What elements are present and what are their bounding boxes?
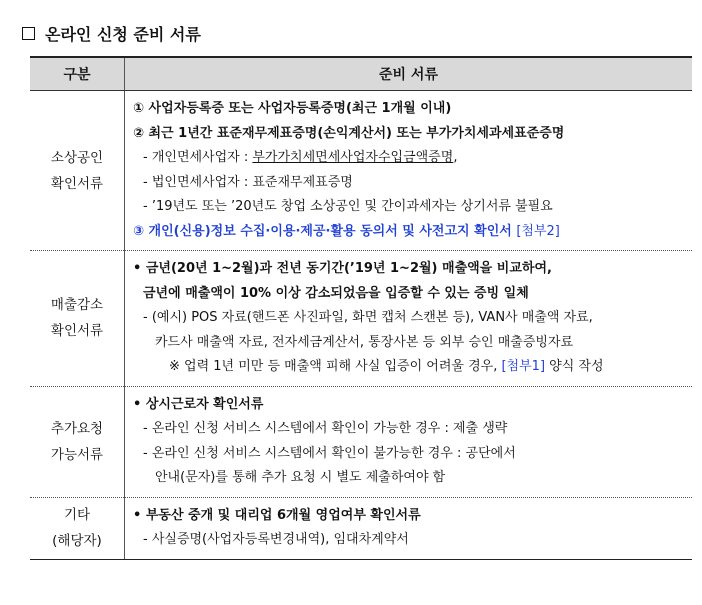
doc-line: - ’19년도 또는 ’20년도 창업 소상공인 및 간이과세자는 상기서류 불필요 bbox=[143, 199, 553, 214]
row-category bbox=[30, 386, 125, 497]
doc-line: 안내(문자)를 통해 추가 요청 시 별도 제출하여야 함 bbox=[155, 470, 446, 485]
doc-line: - 온라인 신청 서비스 시스템에서 확인이 가능한 경우 : 제출 생략 bbox=[143, 421, 508, 436]
doc-line: - 사실증명(사업자등록변경내역), 임대차계약서 bbox=[143, 532, 409, 547]
table-row bbox=[30, 91, 692, 251]
doc-text-consent: ③ 개인(신용)정보 수집·이용·제공·활용 동의서 및 사전고지 확인서 bbox=[133, 223, 517, 239]
category-line: 기타 bbox=[63, 507, 91, 523]
doc-text-underlined: 부가가치세면세사업자수입금액증명 bbox=[252, 150, 454, 165]
doc-text: - 개인면세사업자 : bbox=[143, 150, 253, 165]
doc-line: - (예시) POS 자료(핸드폰 사진파일, 화면 캡처 스캔본 등), VAN사 매출액 자료, bbox=[143, 310, 593, 325]
attachment-ref: [첨부1] bbox=[501, 359, 546, 374]
section-heading bbox=[22, 20, 201, 46]
category-line: 가능서류 bbox=[50, 446, 104, 463]
row-documents bbox=[125, 386, 693, 497]
table-row bbox=[30, 386, 692, 497]
header-category: 구분 bbox=[30, 57, 125, 91]
category-line: 추가요청 bbox=[50, 420, 104, 437]
doc-line: ① 사업자등록증 또는 사업자등록증명(최근 1개월 이내) bbox=[133, 101, 452, 116]
doc-line: - 온라인 신청 서비스 시스템에서 확인이 불가능한 경우 : 공단에서 bbox=[143, 445, 516, 461]
category-line: 확인서류 bbox=[50, 323, 104, 340]
checkbox-square-icon bbox=[22, 27, 35, 40]
row-documents bbox=[125, 497, 693, 559]
doc-line bbox=[133, 220, 692, 245]
section-title: 온라인 신청 준비 서류 bbox=[45, 24, 201, 44]
category-line: 확인서류 bbox=[50, 175, 104, 192]
doc-line: 카드사 매출액 자료, 전자세금계산서, 통장사본 등 외부 승인 매출증빙자료 bbox=[155, 334, 574, 350]
row-category bbox=[30, 91, 125, 251]
doc-text: ※ 업력 1년 미만 등 매출액 피해 사실 입증이 어려울 경우, bbox=[169, 359, 502, 374]
doc-line bbox=[133, 146, 692, 171]
doc-line: • 금년(20년 1~2월)과 전년 동기간(’19년 1~2월) 매출액을 비교하여, bbox=[133, 261, 552, 276]
doc-text: 양식 작성 bbox=[545, 359, 604, 374]
table-header-row bbox=[30, 57, 692, 91]
doc-text: , bbox=[453, 150, 458, 165]
documents-table bbox=[30, 56, 692, 560]
table-row bbox=[30, 497, 692, 559]
doc-line: • 상시근로자 확인서류 bbox=[133, 396, 264, 412]
row-category bbox=[30, 251, 125, 387]
category-line: 매출감소 bbox=[50, 297, 104, 314]
doc-line: - 법인면세사업자 : 표준재무제표증명 bbox=[143, 174, 353, 190]
table-row bbox=[30, 251, 692, 387]
doc-line: 금년에 매출액이 10% 이상 감소되었음을 입증할 수 있는 증빙 일체 bbox=[143, 285, 529, 301]
attachment-ref: [첨부2] bbox=[516, 223, 560, 239]
row-documents bbox=[125, 91, 693, 251]
doc-line bbox=[133, 355, 692, 380]
row-documents bbox=[125, 251, 693, 387]
category-line: (해당자) bbox=[52, 533, 102, 549]
row-category bbox=[30, 497, 125, 559]
doc-line: ② 최근 1년간 표준재무제표증명(손익계산서) 또는 부가가치세과세표준증명 bbox=[133, 125, 565, 141]
header-documents: 준비 서류 bbox=[125, 57, 693, 91]
doc-line: • 부동산 중개 및 대리업 6개월 영업여부 확인서류 bbox=[133, 507, 421, 523]
category-line: 소상공인 bbox=[50, 149, 104, 166]
